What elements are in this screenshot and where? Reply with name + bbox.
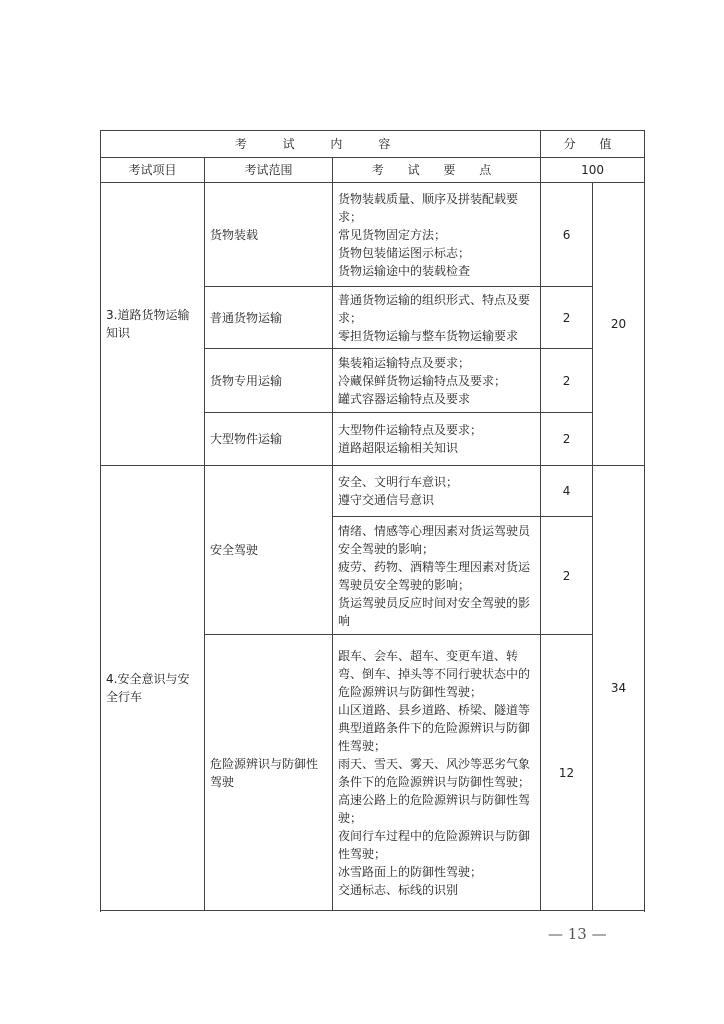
point-line: 山区道路、县乡道路、桥梁、隧道等典型道路条件下的危险源辨识与防御性驾驶； [338,702,531,753]
point-line: 罐式容器运输特点及要求 [338,391,471,406]
point-line: 集装箱运输特点及要求； [338,355,471,370]
section-3-total: 20 [593,183,645,466]
scope-cell: 货物专用运输 [205,349,333,413]
col-header-scope: 考试范围 [205,158,333,183]
point-line: 交通标志、标线的识别 [338,882,459,897]
point-line: 疲劳、药物、酒精等生理因素对货运驾驶员安全驾驶的影响； [338,559,531,592]
scope-cell: 危险源辨识与防御性驾驶 [205,635,333,911]
points-cell [333,413,541,466]
score-cell: 4 [541,466,593,517]
page-number: — 13 — [548,925,607,943]
scope-cell: 大型物件运输 [205,413,333,466]
points-cell [333,517,541,635]
point-line: 零担货物运输与整车货物运输要求 [338,328,519,343]
col-header-points: 考 试 要 点 [333,158,541,183]
points-cell [333,183,541,287]
point-line: 货运驾驶员反应时间对安全驾驶的影响 [338,595,531,628]
scope-cell: 货物装载 [205,183,333,287]
exam-item-3: 3.道路货物运输知识 [101,183,205,466]
point-line: 冷藏保鲜货物运输特点及要求； [338,373,507,388]
score-cell: 2 [541,517,593,635]
points-cell [333,287,541,349]
point-line: 雨天、雪天、雾天、风沙等恶劣气象条件下的危险源辨识与防御性驾驶； [338,756,531,789]
point-line: 大型物件运输特点及要求； [338,423,483,437]
point-line: 遵守交通信号意识 [338,493,435,507]
point-line: 道路超限运输相关知识 [338,441,459,455]
scope-cell: 安全驾驶 [205,466,333,635]
point-line: 普通货物运输的组织形式、特点及要求； [338,292,531,325]
point-line: 冰雪路面上的防御性驾驶； [338,864,483,879]
points-cell [333,349,541,413]
total-score: 100 [541,158,645,183]
score-cell: 2 [541,413,593,466]
points-cell [333,466,541,517]
exam-content-table [100,130,645,911]
point-line: 常见货物固定方法； [338,227,447,242]
score-cell: 2 [541,287,593,349]
header-score: 分 值 [541,131,645,158]
point-line: 安全、文明行车意识； [338,475,459,489]
score-cell: 12 [541,635,593,911]
point-line: 情绪、情感等心理因素对货运驾驶员安全驾驶的影响； [338,523,531,556]
point-line: 货物运输途中的装载检查 [338,263,471,278]
point-line: 货物包装储运图示标志； [338,245,471,260]
col-header-item: 考试项目 [101,158,205,183]
header-content: 考 试 内 容 [101,131,541,158]
score-cell: 2 [541,349,593,413]
point-line: 高速公路上的危险源辨识与防御性驾驶； [338,792,531,825]
point-line: 跟车、会车、超车、变更车道、转弯、倒车、掉头等不同行驶状态中的危险源辨识与防御性驾驶； [338,648,531,699]
point-line: 夜间行车过程中的危险源辨识与防御性驾驶； [338,828,531,861]
points-cell [333,635,541,911]
point-line: 货物装载质量、顺序及拼装配载要求； [338,191,519,224]
scope-cell: 普通货物运输 [205,287,333,349]
section-4-total: 34 [593,466,645,911]
score-cell: 6 [541,183,593,287]
exam-item-4: 4.安全意识与安全行车 [101,466,205,911]
